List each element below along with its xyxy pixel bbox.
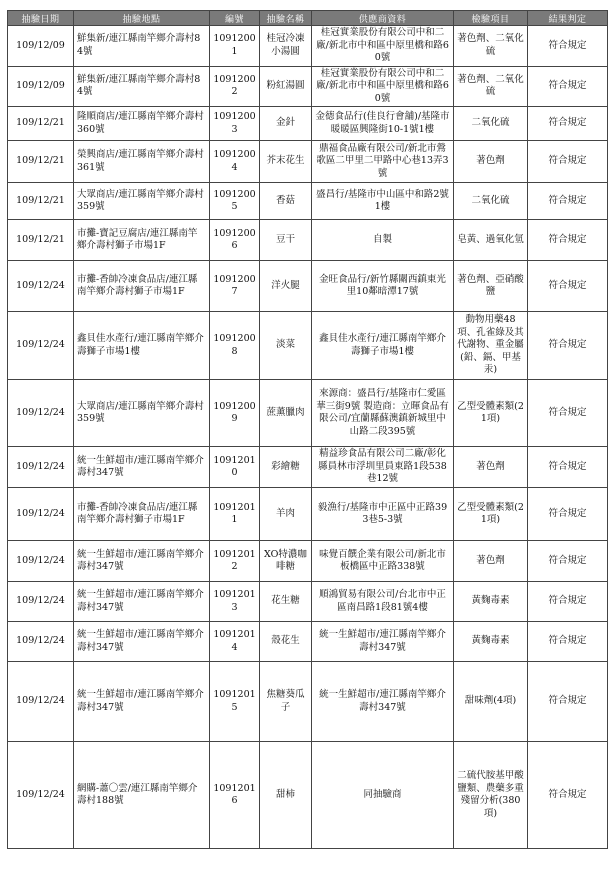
table-row: [8, 183, 608, 220]
cell-id: 10912004: [210, 141, 260, 183]
cell-name: 淡菜: [260, 312, 312, 380]
cell-id: 10912006: [210, 220, 260, 261]
cell-id: 10912010: [210, 447, 260, 488]
cell-result: 符合規定: [528, 447, 608, 488]
cell-test: 二硫代胺基甲酸鹽類、農藥多重殘留分析(380項): [454, 742, 528, 849]
cell-supplier: 自製: [312, 220, 454, 261]
cell-result: 符合規定: [528, 26, 608, 67]
cell-location: 鮮集新/連江縣南竿鄉介壽村84號: [74, 66, 210, 107]
cell-result: 符合規定: [528, 582, 608, 622]
cell-id: 10912013: [210, 582, 260, 622]
cell-test: 著色劑、二氧化硫: [454, 66, 528, 107]
cell-name: 豆干: [260, 220, 312, 261]
cell-location: 統一生鮮超市/連江縣南竿鄉介壽村347號: [74, 582, 210, 622]
table-row: [8, 622, 608, 662]
cell-date: 109/12/21: [8, 183, 74, 220]
cell-date: 109/12/09: [8, 66, 74, 107]
cell-name: 蔗薰臘肉: [260, 380, 312, 447]
table-row: [8, 261, 608, 312]
header-date: 抽驗日期: [8, 11, 74, 26]
cell-supplier: 盛昌行/基隆市中山區中和路2號1樓: [312, 183, 454, 220]
cell-name: 甜柿: [260, 742, 312, 849]
table-row: [8, 66, 608, 107]
cell-date: 109/12/24: [8, 488, 74, 541]
cell-date: 109/12/24: [8, 447, 74, 488]
table-header-row: [8, 11, 608, 26]
cell-supplier: 鼎福食品廠有限公司/新北市鶯歌區二甲里二甲路中心巷13弄3號: [312, 141, 454, 183]
cell-test: 著色劑、亞硝酸鹽: [454, 261, 528, 312]
cell-date: 109/12/09: [8, 26, 74, 67]
cell-result: 符合規定: [528, 220, 608, 261]
cell-id: 10912014: [210, 622, 260, 662]
cell-location: 大眾商店/連江縣南竿鄉介壽村359號: [74, 183, 210, 220]
table-row: [8, 742, 608, 849]
cell-name: XO特濃咖啡糖: [260, 541, 312, 582]
cell-supplier: 精益珍食品有限公司二廠/彰化縣員林市浮圳里員東路1段538巷12號: [312, 447, 454, 488]
cell-test: 乙型受體素類(21項): [454, 380, 528, 447]
cell-result: 符合規定: [528, 183, 608, 220]
cell-date: 109/12/24: [8, 380, 74, 447]
table-row: [8, 141, 608, 183]
cell-name: 焦糖葵瓜子: [260, 662, 312, 742]
cell-test: 皂黃、過氧化氫: [454, 220, 528, 261]
cell-result: 符合規定: [528, 622, 608, 662]
cell-id: 10912012: [210, 541, 260, 582]
cell-name: 桂冠冷凍小湯圓: [260, 26, 312, 67]
cell-date: 109/12/21: [8, 220, 74, 261]
cell-id: 10912002: [210, 66, 260, 107]
table-row: [8, 312, 608, 380]
cell-location: 統一生鮮超市/連江縣南竿鄉介壽村347號: [74, 541, 210, 582]
table-row: [8, 447, 608, 488]
cell-date: 109/12/24: [8, 261, 74, 312]
cell-test: 乙型受體素類(21項): [454, 488, 528, 541]
table-row: [8, 488, 608, 541]
cell-result: 符合規定: [528, 312, 608, 380]
header-name: 抽驗名稱: [260, 11, 312, 26]
header-location: 抽驗地點: [74, 11, 210, 26]
cell-supplier: 同抽驗商: [312, 742, 454, 849]
cell-date: 109/12/24: [8, 662, 74, 742]
cell-date: 109/12/24: [8, 312, 74, 380]
cell-result: 符合規定: [528, 742, 608, 849]
cell-date: 109/12/24: [8, 582, 74, 622]
inspection-table: [7, 10, 608, 849]
cell-supplier: 統一生鮮超市/連江縣南竿鄉介壽村347號: [312, 662, 454, 742]
cell-supplier: 來源商：盛昌行/基隆市仁愛區華三街9號 製造商：立暉食品有限公司/宜蘭縣蘇澳鎮新城里中山路二段395號: [312, 380, 454, 447]
cell-test: 甜味劑(4項): [454, 662, 528, 742]
cell-result: 符合規定: [528, 261, 608, 312]
cell-supplier: 桂冠實業股份有限公司中和二廠/新北市中和區中原里橋和路60號: [312, 26, 454, 67]
cell-id: 10912001: [210, 26, 260, 67]
header-test: 檢驗項目: [454, 11, 528, 26]
cell-location: 大眾商店/連江縣南竿鄉介壽村359號: [74, 380, 210, 447]
cell-test: 黃麴毒素: [454, 622, 528, 662]
cell-test: 著色劑: [454, 541, 528, 582]
cell-test: 黃麴毒素: [454, 582, 528, 622]
cell-result: 符合規定: [528, 107, 608, 141]
cell-date: 109/12/24: [8, 541, 74, 582]
cell-id: 10912011: [210, 488, 260, 541]
cell-test: 二氧化硫: [454, 183, 528, 220]
header-id: 編號: [210, 11, 260, 26]
cell-id: 10912007: [210, 261, 260, 312]
cell-name: 殼花生: [260, 622, 312, 662]
cell-location: 市攤-香帥冷凍食品店/連江縣南竿鄉介壽村獅子市場1F: [74, 488, 210, 541]
cell-date: 109/12/21: [8, 107, 74, 141]
table-row: [8, 26, 608, 67]
cell-location: 市攤-寶記豆腐店/連江縣南竿鄉介壽村獅子市場1F: [74, 220, 210, 261]
table-row: [8, 541, 608, 582]
cell-result: 符合規定: [528, 380, 608, 447]
cell-result: 符合規定: [528, 541, 608, 582]
table-row: [8, 220, 608, 261]
cell-location: 統一生鮮超市/連江縣南竿鄉介壽村347號: [74, 622, 210, 662]
cell-name: 彩繪糖: [260, 447, 312, 488]
cell-location: 網購-蕭〇雲/連江縣南竿鄉介壽村188號: [74, 742, 210, 849]
cell-result: 符合規定: [528, 141, 608, 183]
cell-supplier: 鑫貝佳水產行/連江縣南竿鄉介壽獅子市場1樓: [312, 312, 454, 380]
cell-location: 隆順商店/連江縣南竿鄉介壽村360號: [74, 107, 210, 141]
cell-supplier: 毅漁行/基隆市中正區中正路393巷5-3號: [312, 488, 454, 541]
cell-name: 粉紅湯圓: [260, 66, 312, 107]
cell-supplier: 味覺百饌企業有限公司/新北市板橋區中正路338號: [312, 541, 454, 582]
table-row: [8, 662, 608, 742]
cell-name: 花生糖: [260, 582, 312, 622]
cell-test: 著色劑、二氧化硫: [454, 26, 528, 67]
cell-location: 榮興商店/連江縣南竿鄉介壽村361號: [74, 141, 210, 183]
cell-result: 符合規定: [528, 662, 608, 742]
cell-name: 芥末花生: [260, 141, 312, 183]
cell-location: 統一生鮮超市/連江縣南竿鄉介壽村347號: [74, 447, 210, 488]
cell-location: 鑫貝佳水產行/連江縣南竿鄉介壽獅子市場1樓: [74, 312, 210, 380]
table-row: [8, 380, 608, 447]
cell-test: 著色劑: [454, 141, 528, 183]
cell-location: 鮮集新/連江縣南竿鄉介壽村84號: [74, 26, 210, 67]
cell-test: 著色劑: [454, 447, 528, 488]
cell-supplier: 金旺食品行/新竹縣關西鎮東光里10鄰暗潭17號: [312, 261, 454, 312]
cell-supplier: 桂冠實業股份有限公司中和二廠/新北市中和區中原里橋和路60號: [312, 66, 454, 107]
header-supplier: 供應商資料: [312, 11, 454, 26]
cell-test: 二氧化硫: [454, 107, 528, 141]
table-row: [8, 107, 608, 141]
header-result: 結果判定: [528, 11, 608, 26]
cell-supplier: 順鴻貿易有限公司/台北市中正區南昌路1段81號4樓: [312, 582, 454, 622]
cell-name: 香菇: [260, 183, 312, 220]
cell-id: 10912015: [210, 662, 260, 742]
cell-test: 動物用藥48項、孔雀綠及其代謝物、重金屬(鉛、鎘、甲基汞): [454, 312, 528, 380]
cell-result: 符合規定: [528, 488, 608, 541]
cell-supplier: 統一生鮮超市/連江縣南竿鄉介壽村347號: [312, 622, 454, 662]
cell-name: 金針: [260, 107, 312, 141]
cell-id: 10912003: [210, 107, 260, 141]
cell-id: 10912008: [210, 312, 260, 380]
cell-location: 統一生鮮超市/連江縣南竿鄉介壽村347號: [74, 662, 210, 742]
cell-date: 109/12/24: [8, 742, 74, 849]
cell-id: 10912016: [210, 742, 260, 849]
cell-name: 羊肉: [260, 488, 312, 541]
table-row: [8, 582, 608, 622]
cell-supplier: 金德食品行(佳良行會舖)/基隆市暖暖區興隆街10-1號1樓: [312, 107, 454, 141]
cell-id: 10912009: [210, 380, 260, 447]
cell-name: 洋火腿: [260, 261, 312, 312]
cell-id: 10912005: [210, 183, 260, 220]
cell-result: 符合規定: [528, 66, 608, 107]
cell-location: 市攤-香帥冷凍食品店/連江縣南竿鄉介壽村獅子市場1F: [74, 261, 210, 312]
cell-date: 109/12/21: [8, 141, 74, 183]
cell-date: 109/12/24: [8, 622, 74, 662]
